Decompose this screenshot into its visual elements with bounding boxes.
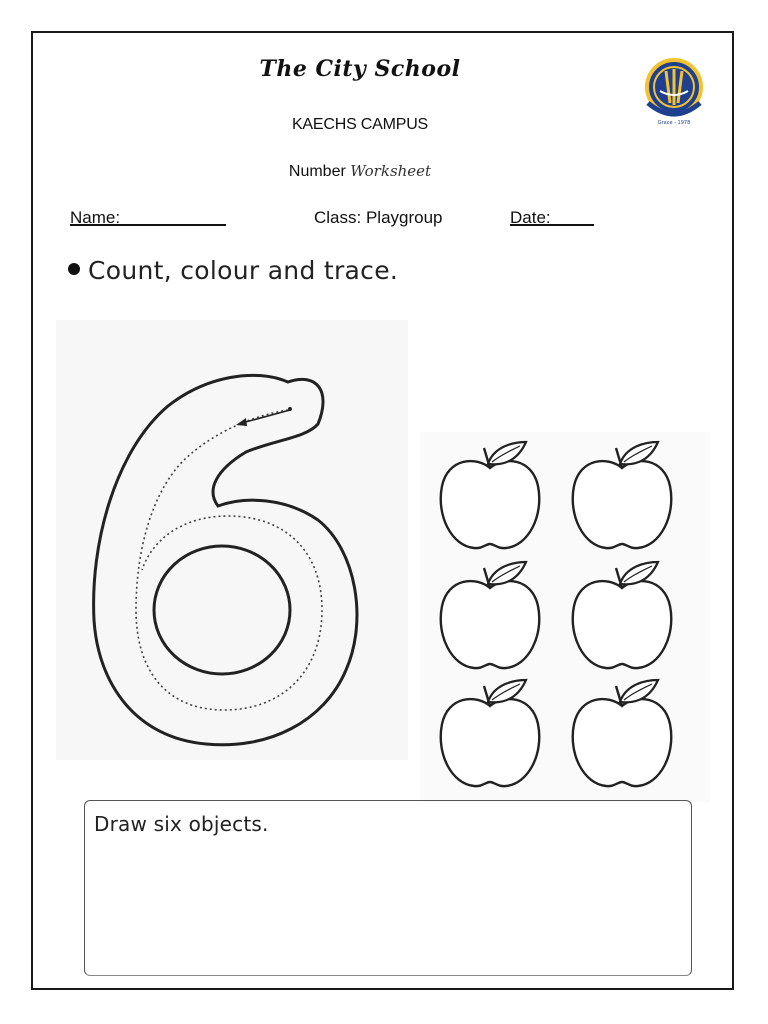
name-label: Name:	[70, 208, 121, 227]
apple-icon[interactable]	[566, 438, 678, 554]
draw-box-label: Draw six objects.	[94, 812, 269, 836]
apple-icon[interactable]	[434, 558, 546, 674]
trace-six-icon[interactable]	[56, 320, 408, 760]
worksheet-title-light: Worksheet	[350, 162, 432, 180]
campus-name: KAECHS CAMPUS	[291, 116, 429, 133]
date-blank[interactable]	[510, 208, 594, 226]
worksheet-title	[230, 162, 490, 181]
name-blank[interactable]	[70, 208, 226, 226]
worksheet-title-bold: Number	[288, 163, 346, 180]
apple-icon[interactable]	[434, 676, 546, 792]
class-label: Class: Playgroup	[314, 208, 443, 227]
apple-icon[interactable]	[566, 558, 678, 674]
apple-icon[interactable]	[434, 438, 546, 554]
school-name: The City School	[259, 56, 461, 82]
apple-icon[interactable]	[566, 676, 678, 792]
instruction	[68, 256, 568, 285]
school-crest-icon	[640, 55, 710, 127]
date-label: Date:	[510, 208, 551, 227]
student-info-row	[70, 208, 710, 236]
crest-caption: Grace - 1978	[657, 120, 691, 126]
bullet-icon	[68, 263, 80, 275]
instruction-text: Count, colour and trace.	[88, 256, 399, 285]
